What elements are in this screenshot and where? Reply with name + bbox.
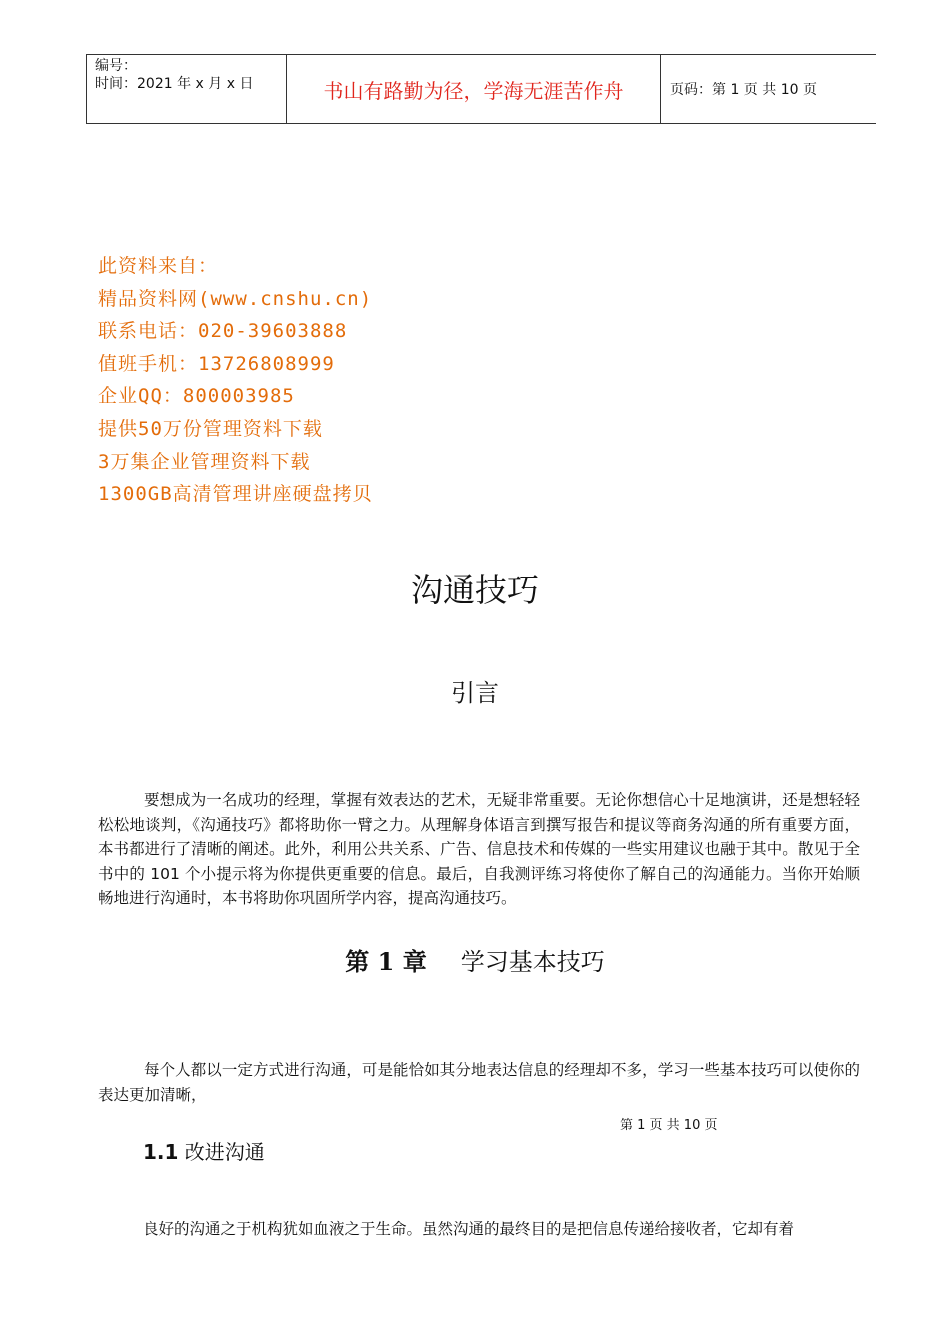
promo-line: 企业QQ：800003985 <box>98 385 295 408</box>
document-title: 沟通技巧 <box>410 571 539 609</box>
document-time-label: 时间：2021 年 x 月 x 日 <box>95 76 254 92</box>
section-title: 改进沟通 <box>184 1140 265 1164</box>
promo-line: 联系电话：020-39603888 <box>98 320 348 343</box>
chapter-heading <box>0 945 950 979</box>
header-page-cell <box>660 55 876 123</box>
promo-line: 3万集企业管理资料下载 <box>98 450 311 473</box>
chapter-number: 第 1 章 <box>345 947 427 976</box>
chapter-paragraph: 每个人都以一定方式进行沟通，可是能恰如其分地表达信息的经理却不多，学习一些基本技巧可以使你的表达更加清晰， <box>98 1061 860 1104</box>
page-footer: 第 1 页 共 10 页 <box>620 1118 718 1133</box>
header-meta-cell <box>86 55 287 123</box>
promo-line: 1300GB高清管理讲座硬盘拷贝 <box>98 483 373 506</box>
document-subtitle: 引言 <box>451 679 499 707</box>
promo-line: 精品资料网(www.cnshu.cn) <box>98 287 373 310</box>
promo-line: 提供50万份管理资料下载 <box>98 417 323 440</box>
header-motto: 书山有路勤为径，学海无涯苦作舟 <box>323 79 624 103</box>
section-heading <box>143 1138 265 1166</box>
document-number-label: 编号： <box>95 58 137 74</box>
promo-line: 此资料来自： <box>98 255 219 277</box>
intro-paragraph: 要想成为一名成功的经理，掌握有效表达的艺术，无疑非常重要。无论你想信心十足地演讲，还是想轻轻松松地谈判，《沟通技巧》都将助你一臂之力。从理解身体语言到撰写报告和提议等商务沟通的所有重要方面，本书都进行了清晰的阐述。此外，利用公共关系、广告、信息技术和传媒的一些实用建议也融于其中。散见于全书中的 101 个小提示将为你提供更重要的信息。最后，自我测评练习将使你了解自己的沟通能力。当你开始顺畅地进行沟通时，本书将助你巩固所学内容，提高沟通技巧。 <box>98 791 860 908</box>
source-promo-block <box>98 250 373 511</box>
header-page-info: 页码：第 1 页 共 10 页 <box>670 82 817 98</box>
promo-line: 值班手机：13726808999 <box>98 352 335 375</box>
section-paragraph: 良好的沟通之于机构犹如血液之于生命。虽然沟通的最终目的是把信息传递给接收者，它却有着 <box>143 1220 795 1238</box>
header-motto-cell <box>286 55 661 123</box>
chapter-title: 学习基本技巧 <box>460 948 605 976</box>
page-header <box>86 54 876 124</box>
section-number: 1.1 <box>143 1140 179 1164</box>
